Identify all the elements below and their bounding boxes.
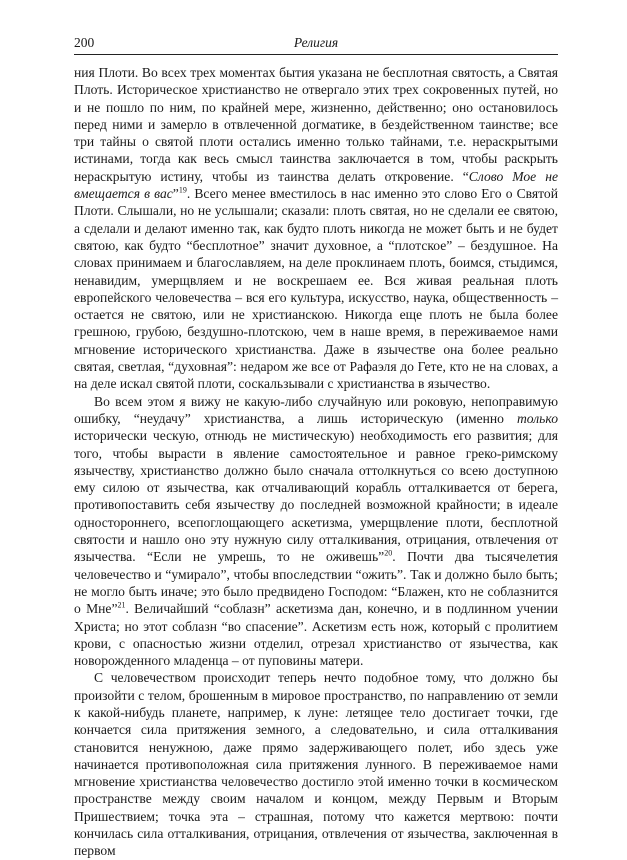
page-number: 200 (74, 35, 95, 50)
page-body (74, 64, 558, 860)
footnote-ref: 19 (178, 185, 187, 195)
paragraph-text: ния Плоти. Во всех трех моментах бытия указана не бесплотная святость, а Святая Плоть. Историческое христианство не отвергало этих трех сокровенных путей, но и не пошло по ним, по крайней мере, жизненно, действенно; оно остановилось перед ними и замерло в отвлеченной догматике, в бездейственном таинстве; все три тайны о святой плоти остались именно только тайнами, т.е. нераскрытыми истинами, тогда как весь смысл таинства заключается в том, чтобы раскрыть нераскрытую истину, чтобы из таинства делать откровение. “ (74, 65, 558, 184)
paragraph (74, 64, 558, 393)
paragraph-text: С человечеством происходит теперь нечто подобное тому, что должно бы произойти с телом, брошенным в мировое пространство, по направлению от земли к какой-нибудь планете, например, к луне: летящее тело достигает точки, где кончается сила притяжения земного, а следовательно, и сила отталкивания становится ненужною, даже прямо задерживающего полет, ибо здесь уже начинается противоположная сила притяжения лунного. В переживаемое нами мгновение христианства человечество достигло этой именно точки в космическом пространстве между своим началом и концом, между Первым и Вторым Пришествием; точка эта – страшная, потому что кажется мертвою: почти кончилась сила отталкивания, отрицания, отвлечения от язычества, заключенная в первом (74, 670, 558, 859)
paragraph-text: ” (172, 186, 179, 202)
italic-text: только (516, 410, 558, 426)
paragraph-text: . Всего менее вместилось в нас именно это слово Его о Святой Плоти. Слышали, но не услышали; сказали: плоть святая, но не сделали ее святою, а сделали и делают именно так, как будто плоть никогда не может быть и не будет святою, как будто “бесплотное” значит духовное, а “плотское” – бездушное. На словах принимаем и благославляем, на деле проклинаем плоть, боимся, стыдимся, ненавидим, умерщвляем и не воскрешаем ее. Вся живая реальная плоть европейского человечества – вся его культура, искусство, наука, общественность – остается не святою, или не христианскою. Никогда еще плоть не была более грешною, грубою, бездушно-плотскою, чем в наше время, в переживаемое нами мгновение исторического христианства. Даже в язычестве она более реально святая, светлая, “духовная”: недаром же все от Рафаэля до Гете, кто не на словах, а на деле искал святой плоти, соскальзывали с христианства в язычество. (74, 186, 558, 392)
paragraph-text: . Величайший “соблазн” аскетизма дан, конечно, и в подлинном учении Христа; но этот соблазн “во спасение”. Аскетизм есть нож, который с пролитием крови, с опасностью жизни отделил, отрезал христианство от язычества, как новорожденного младенца – от пуповины матери. (74, 601, 559, 669)
footnote-ref: 20 (384, 548, 393, 558)
running-title: Религия (293, 35, 339, 50)
paragraph-text: Во всем этом я вижу не какую-либо случайную или роковую, непоправимую ошибку, “неудачу” христианства, а лишь историческую (именно (74, 393, 558, 426)
italic-text: Слово Мое не вмещается в вас (74, 168, 558, 202)
paragraph (74, 669, 558, 859)
paragraph-text: исторически ческую, отнюдь не мистическую) необходимость его развития; для того, чтобы вырасти в явление самостоятельное и равное греко-римскому язычеству, христианство должно было сначала оттолкнуться со всею доступною ему силою от язычества, как отчаливающий корабль отталкивается от берега, противопоставить себя язычеству до последней возможной крайности; в идеале одностороннего, всепоглощающего аскетизма, умерщвление плоти, бесплотной святости и нашло оно эту нужную силу отталкивания, отрицания, отвлечения от язычества. “Если не умрешь, то не оживешь” (74, 428, 558, 565)
page-header (74, 32, 558, 55)
paragraph-text: . Почти два тысячелетия человечество и “умирало”, чтобы впоследствии “ожить”. Так и должно было быть; не могло быть иначе; это было предвидено Господом: “Блажен, кто не соблазнится о Мне” (74, 549, 558, 617)
paragraph (74, 393, 558, 670)
footnote-ref: 21 (117, 600, 126, 610)
book-page (74, 32, 558, 860)
